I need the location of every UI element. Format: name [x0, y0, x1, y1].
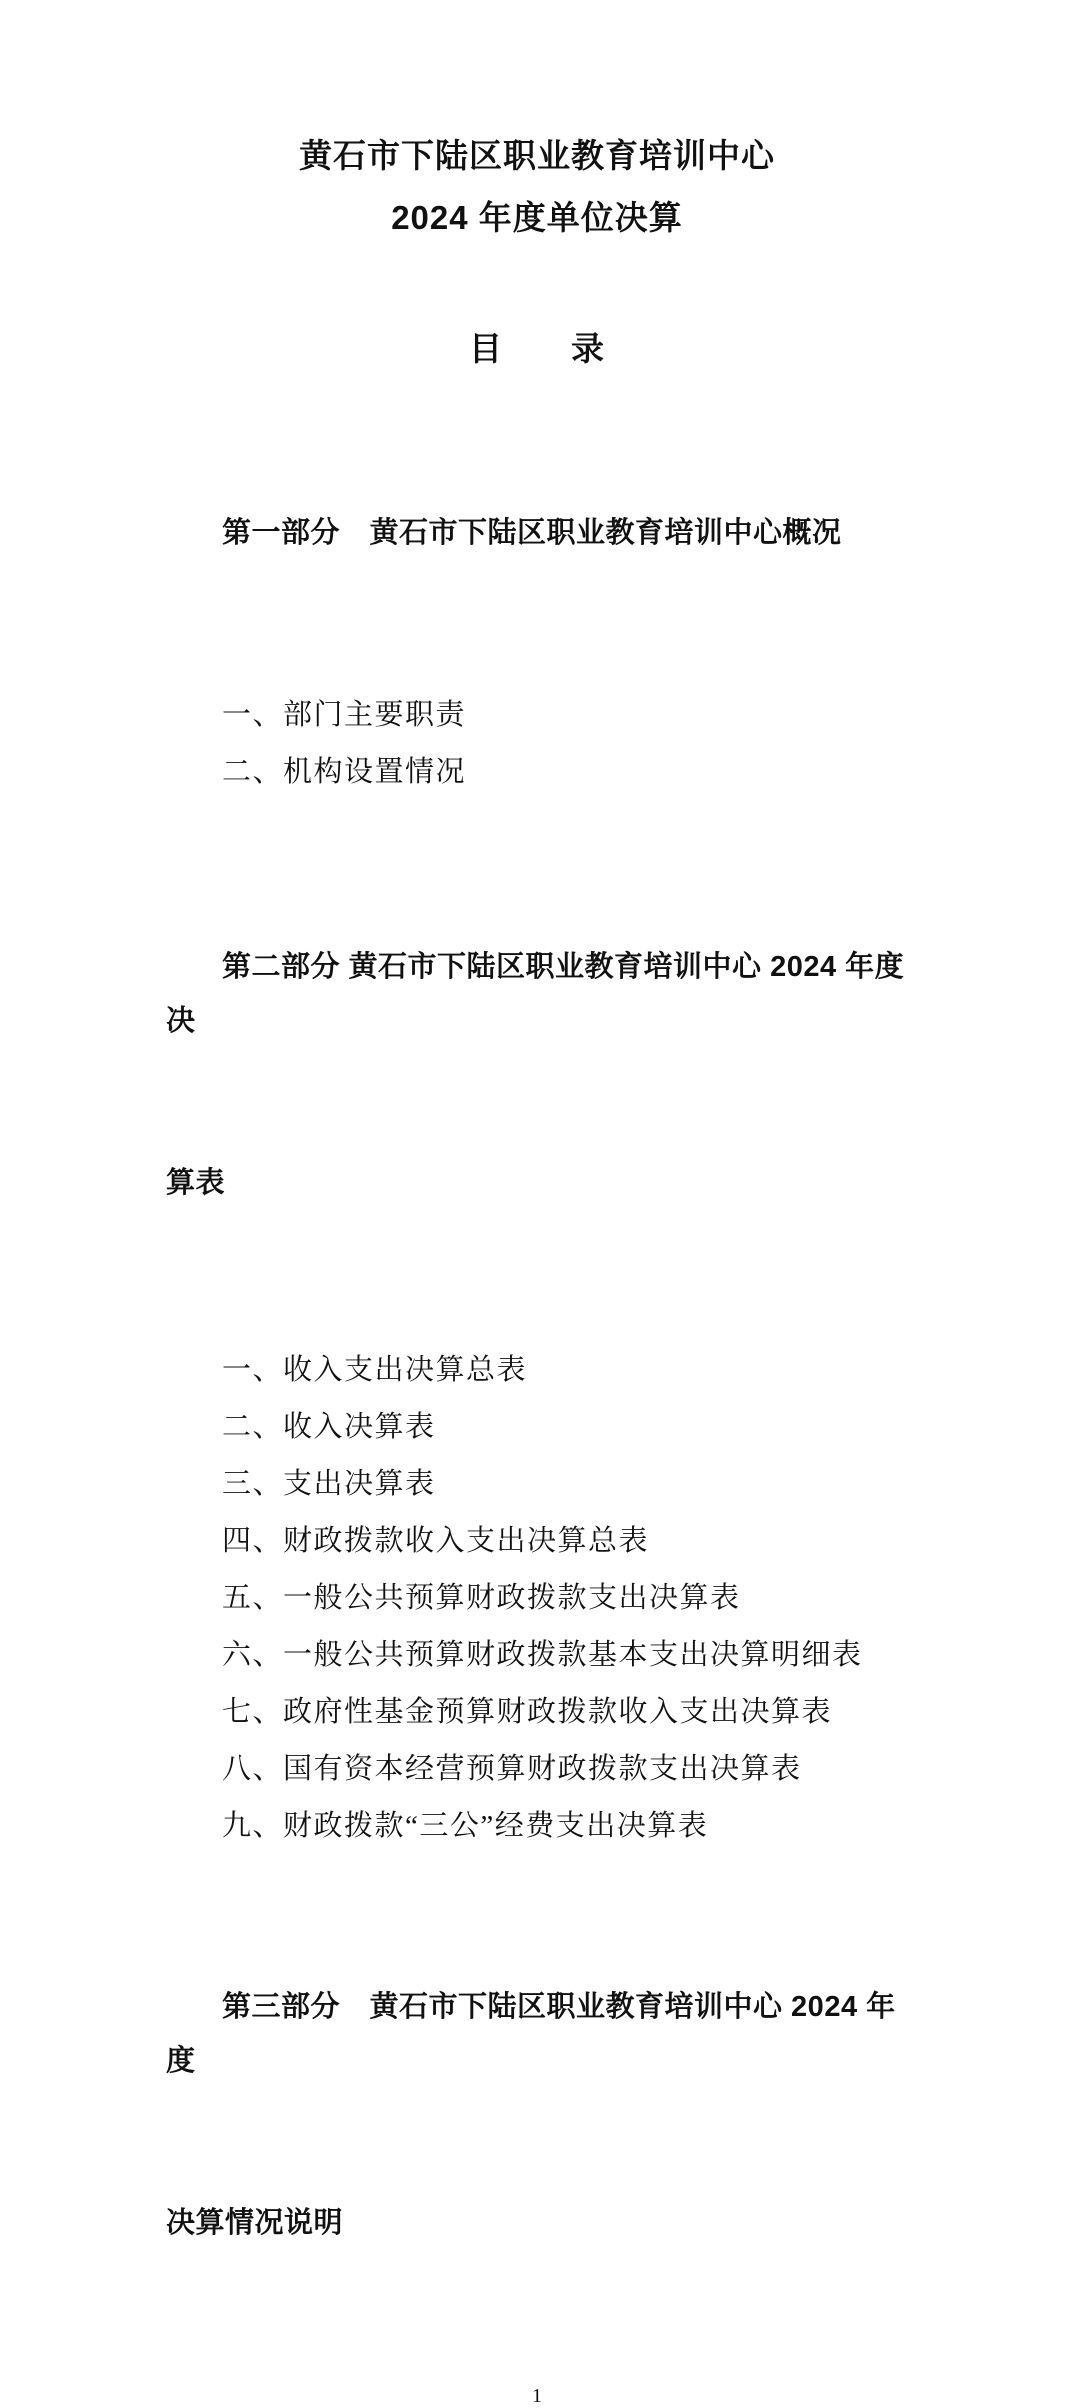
toc-item-part1-2: 二、机构设置情况	[222, 756, 467, 788]
page-number: 1	[532, 2385, 542, 2407]
toc-item-part2-1: 一、收入支出决算总表	[222, 1354, 528, 1386]
toc-item-part2-9: 九、财政拨款“三公”经费支出决算表	[222, 1810, 709, 1842]
part2-heading-line-2: 算表	[166, 1167, 226, 1199]
toc-item-part2-3: 三、支出决算表	[222, 1468, 436, 1500]
toc-item-part2-4: 四、财政拨款收入支出决算总表	[222, 1525, 650, 1557]
document-title-line-2: 2024 年度单位决算	[391, 199, 683, 236]
part3-heading-line-1: 第三部分 黄石市下陆区职业教育培训中心 2024 年度	[166, 1991, 896, 2077]
part3-heading-line-2: 决算情况说明	[166, 2207, 344, 2239]
part1-item-list	[166, 687, 908, 801]
part2-item-list	[166, 1342, 908, 1855]
toc-item-part2-5: 五、一般公共预算财政拨款支出决算表	[222, 1582, 741, 1614]
toc-heading: 目 录	[469, 330, 605, 367]
toc-item-part1-1: 一、部门主要职责	[222, 699, 467, 731]
part2-heading-line-1: 第二部分 黄石市下陆区职业教育培训中心 2024 年度决	[166, 951, 905, 1037]
part1-heading	[166, 398, 908, 668]
toc-item-part2-6: 六、一般公共预算财政拨款基本支出决算明细表	[222, 1639, 863, 1671]
toc-item-part2-7: 七、政府性基金预算财政拨款收入支出决算表	[222, 1696, 833, 1728]
toc-item-part2-2: 二、收入决算表	[222, 1411, 436, 1443]
document-title-line-1: 黄石市下陆区职业教育培训中心	[299, 137, 775, 174]
toc-item-part2-8: 八、国有资本经营预算财政拨款支出决算表	[222, 1753, 802, 1785]
part1-heading-text: 第一部分 黄石市下陆区职业教育培训中心概况	[222, 517, 842, 549]
part2-heading	[166, 832, 908, 1318]
part3-heading	[166, 1872, 908, 2358]
